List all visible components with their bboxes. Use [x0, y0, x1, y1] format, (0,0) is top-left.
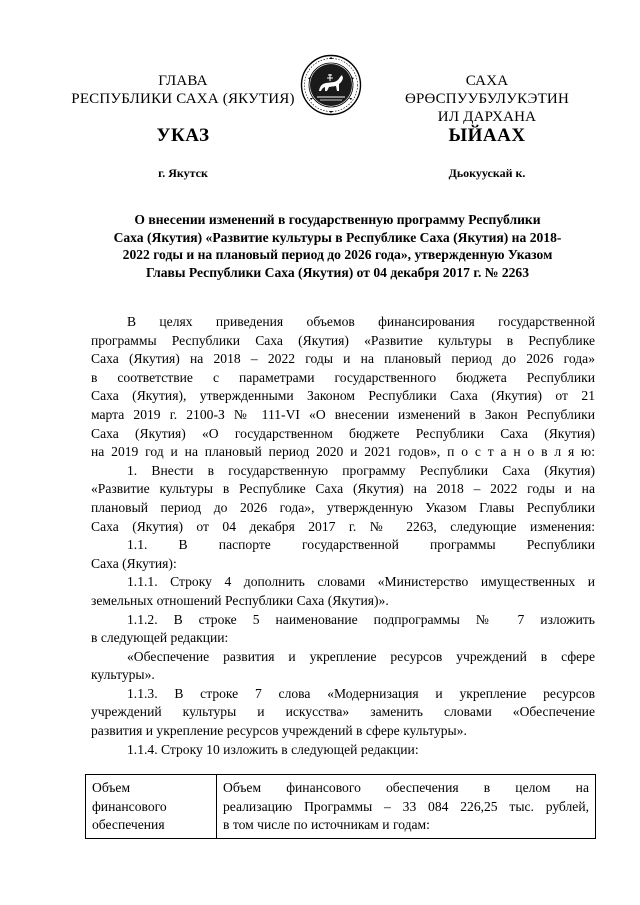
body-line: плановый период до 2026 года», утвержденную Указом Главы Республики — [91, 499, 595, 515]
decree-title — [80, 211, 595, 281]
body-line: 1.1. В паспорте государственной программы Республики — [127, 537, 595, 553]
body-line: развития и укрепление ресурсов учреждений в сфере культуры». — [91, 723, 467, 739]
decree-body — [91, 313, 595, 759]
issuer-ru-line-1: ГЛАВА — [158, 73, 208, 89]
coat-of-arms-sakha-icon — [300, 54, 362, 116]
table-cell-label — [86, 775, 217, 839]
body-line: 1.1.3. В строке 7 слова «Модернизация и укрепление ресурсов — [127, 685, 595, 701]
doc-type-sakha: ЫЙААХ — [448, 125, 526, 146]
body-line: 1.1.1. Строку 4 дополнить словами «Министерство имущественных и — [127, 574, 595, 590]
cell-line: реализацию Программы – 33 084 226,25 тыс. рублей, — [223, 798, 589, 814]
title-line: 2022 годы и на плановый период до 2026 года», утвержденную Указом — [122, 247, 553, 262]
body-line: в следующей редакции: — [91, 630, 229, 646]
body-line: 1.1.2. В строке 5 наименование подпрограммы № 7 изложить — [127, 611, 595, 627]
city-sakha: Дьокуускай к. — [448, 166, 526, 180]
body-line: Саха (Якутия) «О государственном бюджете Республики Саха (Якутия) — [91, 425, 595, 441]
body-line: в соответствие с параметрами государственного бюджета Республики — [91, 369, 595, 385]
body-line: марта 2019 г. 2100-З № 111-VI «О внесении изменений в Закон Республики — [91, 406, 595, 422]
title-line: Саха (Якутия) «Развитие культуры в Республике Саха (Якутия) на 2018- — [113, 229, 562, 245]
table-row — [86, 775, 596, 839]
body-line: Саха (Якутия) на 2018 – 2022 годы и на плановый период до 2026 года» — [91, 351, 595, 367]
cell-line: обеспечения — [92, 817, 165, 833]
body-line: культуры». — [91, 667, 155, 683]
body-line: «Развитие культуры в Республике Саха (Якутия) на 2018 – 2022 годы и на — [91, 481, 595, 497]
body-line: 1.1.4. Строку 10 изложить в следующей редакции: — [127, 741, 419, 757]
body-line: В целях приведения объемов финансирования государственной — [127, 314, 595, 329]
body-line: на 2019 год и на плановый период 2020 и 2021 годов», п о с т а н о в л я ю: — [91, 444, 595, 460]
cell-line: Объем — [92, 780, 131, 795]
body-line: Саха (Якутия): — [91, 555, 177, 571]
body-line: программы Республики Саха (Якутия) «Развитие культуры в Республике — [91, 332, 595, 348]
body-line: «Обеспечение развития и укрепление ресурсов учреждений в сфере — [127, 648, 595, 664]
body-line: земельных отношений Республики Саха (Якутия)». — [91, 592, 389, 608]
issuer-ru-line-2: РЕСПУБЛИКИ САХА (ЯКУТИЯ) — [71, 91, 295, 107]
title-line: О внесении изменений в государственную программу Республики — [134, 212, 541, 227]
cell-line: Объем финансового обеспечения в целом на — [223, 780, 589, 795]
issuer-sakha-line-2: ИЛ ДАРХАНА — [437, 109, 537, 125]
doc-type-ru: УКАЗ — [156, 125, 210, 146]
issuer-sakha-line-1: САХА ӨРӨСПУУБУЛУКЭТИН — [404, 73, 569, 107]
city-ru: г. Якутск — [158, 166, 208, 180]
table-cell-content — [217, 775, 596, 839]
issuer-sakha — [387, 72, 587, 126]
title-line: Главы Республики Саха (Якутия) от 04 декабря 2017 г. № 2263 — [145, 264, 530, 280]
body-line: Саха (Якутия) от 04 декабря 2017 г. № 2263, следующие изменения: — [91, 518, 595, 534]
cell-line: в том числе по источникам и годам: — [223, 817, 430, 833]
funding-table — [85, 774, 596, 839]
cell-line: финансового — [92, 798, 167, 814]
body-line: учреждений культуры и искусства» заменить словами «Обеспечение — [91, 704, 595, 720]
body-line: Саха (Якутия), утвержденными Законом Республики Саха (Якутия) от 21 — [91, 388, 595, 404]
issuer-ru — [68, 72, 298, 108]
body-line: 1. Внести в государственную программу Республики Саха (Якутия) — [127, 462, 595, 478]
